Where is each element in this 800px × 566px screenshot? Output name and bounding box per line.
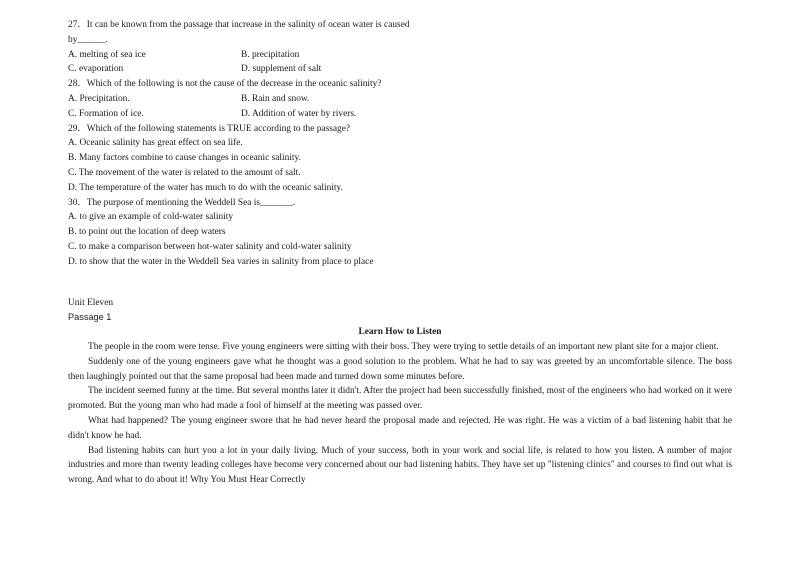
section-gap	[68, 270, 732, 296]
option-c: C. Formation of ice.	[68, 108, 144, 119]
question-stem: 27．It can be known from the passage that increase in the salinity of ocean water is caused	[68, 20, 410, 30]
option-row	[68, 107, 732, 122]
paragraph-3: The incident seemed funny at the time. But several months later it didn't. After the project had been successfully finished, most of the engineers who had worked on it were promoted. But the young man who had made a fool of himself at the meeting was passed over.	[68, 386, 732, 412]
question-30	[68, 196, 732, 270]
option-d: D. The temperature of the water has much to do with the oceanic salinity.	[68, 182, 343, 193]
question-stem-continuation: by______.	[68, 34, 108, 45]
option-a: A. melting of sea ice	[68, 49, 146, 60]
option-b: B. Rain and snow.	[241, 93, 310, 104]
paragraph-1: The people in the room were tense. Five young engineers were sitting with their boss. They were trying to settle details of an important new plant site for a major client.	[88, 341, 719, 352]
option-d: D. Addition of water by rivers.	[241, 108, 357, 119]
question-28	[68, 77, 732, 121]
option-b: B. Many factors combine to cause changes in oceanic salinity.	[68, 153, 301, 164]
option-d: D. supplement of salt	[241, 64, 322, 75]
paragraph-5: Bad listening habits can hurt you a lot in your daily living. Much of your success, both in your work and social life, is related to how you listen. A number of major industries and more than twenty leading colleges have become very concerned about our bad listening habits. They have set up "listening clinics" and courses to find out what is wrong. And what to do about it! Why You Must Hear Correctly	[68, 445, 732, 486]
option-c: C. The movement of the water is related to the amount of salt.	[68, 167, 301, 178]
option-row	[68, 92, 732, 107]
option-a: A. Oceanic salinity has great effect on sea life.	[68, 138, 243, 149]
paragraph-4: What had happened? The young engineer swore that he had never heard the proposal made and rejected. He was right. He was a victim of a bad listening habit that he didn't know he had.	[68, 415, 732, 441]
unit-heading: Unit Eleven	[68, 297, 114, 308]
option-b: B. to point out the location of deep waters	[68, 227, 226, 238]
passage-title: Learn How to Listen	[358, 327, 442, 338]
question-29	[68, 122, 732, 196]
option-c: C. to make a comparison between hot-water salinity and cold-water salinity	[68, 241, 352, 252]
question-27	[68, 18, 732, 77]
option-row	[68, 62, 732, 77]
question-stem: 29．Which of the following statements is TRUE according to the passage?	[68, 123, 351, 134]
paragraph-2: Suddenly one of the young engineers gave what he thought was a good solution to the problem. What he had to say was greeted by an uncomfortable silence. The boss then laughingly pointed out that the same proposal had been made and turned down some minutes before.	[68, 356, 732, 382]
document-page	[68, 18, 732, 488]
question-stem: 28．Which of the following is not the cause of the decrease in the oceanic salinity?	[68, 79, 382, 90]
option-a: A. to give an example of cold-water salinity	[68, 212, 234, 223]
passage-heading: Passage 1	[68, 312, 112, 323]
option-c: C. evaporation	[68, 64, 124, 75]
option-row	[68, 48, 732, 63]
question-stem: 30．The purpose of mentioning the Weddell Sea is_______.	[68, 197, 296, 208]
option-b: B. precipitation	[241, 49, 300, 60]
option-d: D. to show that the water in the Weddell Sea varies in salinity from place to place	[68, 256, 374, 267]
option-a: A. Precipitation.	[68, 93, 130, 104]
